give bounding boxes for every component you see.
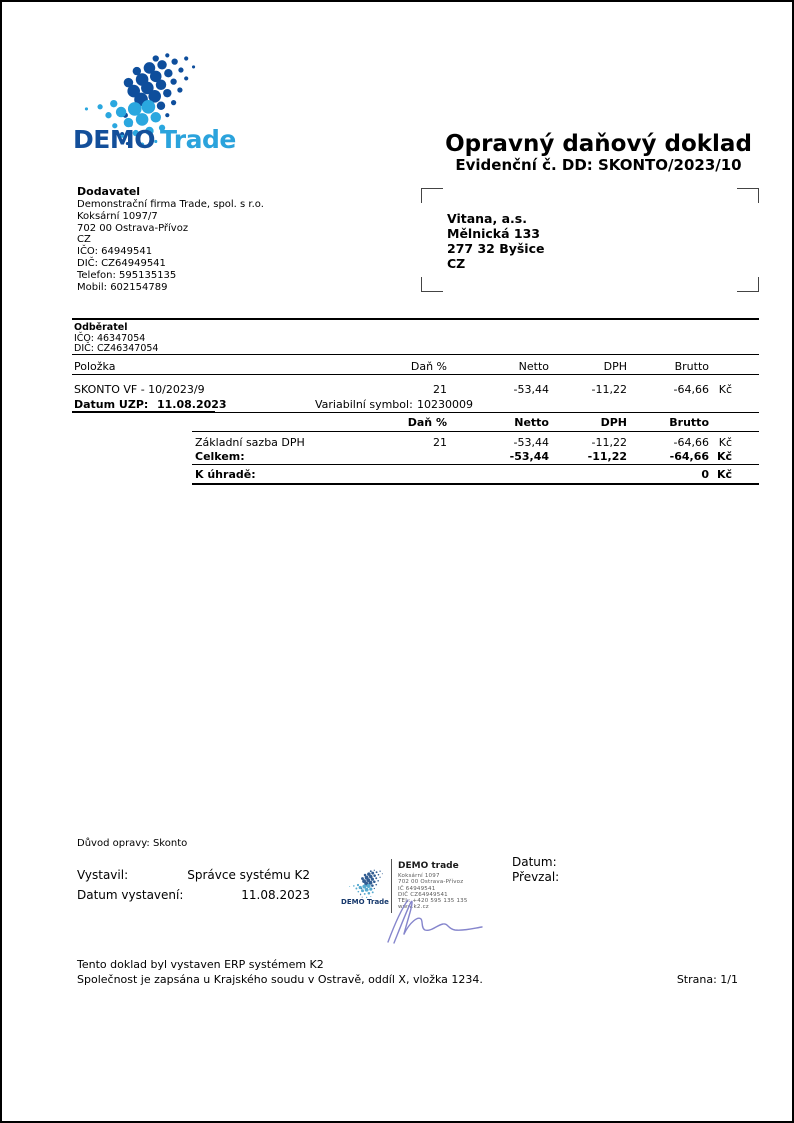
total-net: -53,44 bbox=[509, 450, 549, 463]
recipient-line: Vitana, a.s. bbox=[447, 211, 527, 226]
amount-due-currency: Kč bbox=[716, 468, 732, 481]
summary-header-row bbox=[72, 416, 759, 429]
supplier-line: 702 00 Ostrava-Přívoz bbox=[77, 222, 189, 234]
amount-due-value: 0 bbox=[701, 468, 709, 481]
rule-under-date-uzp bbox=[72, 411, 215, 413]
item-gross: -64,66 bbox=[673, 383, 709, 396]
handover-date-label: Datum: bbox=[512, 855, 557, 869]
supplier-line: Mobil: 602154789 bbox=[77, 281, 168, 293]
item-vat: -11,22 bbox=[591, 383, 627, 396]
recipient-line: CZ bbox=[447, 256, 466, 271]
footer-line-1: Tento doklad byl vystaven ERP systémem K2 bbox=[77, 958, 324, 971]
rule-above-customer bbox=[72, 318, 759, 320]
stamp-line: Koksární 1097 bbox=[398, 873, 440, 879]
summary-col-tax: Daň % bbox=[407, 416, 447, 429]
items-header-row bbox=[72, 360, 759, 373]
supplier-line: IČO: 64949541 bbox=[77, 246, 153, 258]
stamp-line: www.k2.cz bbox=[398, 904, 429, 911]
item-row bbox=[72, 383, 759, 396]
wordmark-demo: DEMO bbox=[73, 125, 155, 154]
summary-row-label: Základní sazba DPH bbox=[195, 436, 305, 449]
col-header-gross: Brutto bbox=[674, 360, 709, 373]
supplier-line: Telefon: 595135135 bbox=[77, 269, 177, 281]
stamp-logo-caption: DEMO Trade bbox=[341, 898, 389, 906]
corner-mark-top-left bbox=[421, 188, 443, 203]
stamp-line: TEL: +420 595 135 135 bbox=[398, 898, 468, 905]
stamp-line: IČ 64949541 bbox=[398, 885, 436, 892]
item-name: SKONTO VF - 10/2023/9 bbox=[74, 383, 205, 396]
total-vat: -11,22 bbox=[587, 450, 627, 463]
customer-ico: IČO: 46347054 bbox=[74, 333, 146, 344]
rule-below-summary-header bbox=[192, 431, 759, 432]
corner-mark-bottom-left bbox=[421, 277, 443, 292]
supplier-line: CZ bbox=[77, 234, 91, 246]
item-net: -53,44 bbox=[513, 383, 549, 396]
summary-col-net: Netto bbox=[514, 416, 549, 429]
stamp-line: 702 00 Ostrava-Přívoz bbox=[398, 879, 464, 886]
signature-icon bbox=[374, 892, 494, 944]
col-header-item: Položka bbox=[74, 360, 116, 373]
issue-date-value: 11.08.2023 bbox=[241, 888, 310, 902]
item-date-row bbox=[72, 398, 759, 411]
corner-mark-top-right bbox=[737, 188, 759, 203]
col-header-vat: DPH bbox=[603, 360, 627, 373]
footer-line-2: Společnost je zapsána u Krajského soudu v Ostravě, oddíl X, vložka 1234. bbox=[77, 972, 483, 986]
rule-below-total bbox=[192, 464, 759, 465]
stamp-company-name: DEMO trade bbox=[398, 861, 459, 871]
supplier-label: Dodavatel bbox=[77, 185, 141, 198]
document-title: Opravný daňový doklad bbox=[445, 131, 752, 157]
supplier-line: Demonstrační firma Trade, spol. s r.o. bbox=[77, 199, 264, 210]
corner-mark-bottom-right bbox=[737, 277, 759, 292]
recipient-address-box bbox=[421, 188, 759, 292]
customer-label: Odběratel bbox=[74, 322, 128, 333]
title-block bbox=[442, 131, 755, 174]
issue-date-label: Datum vystavení: bbox=[77, 888, 184, 902]
supplier-line: Koksární 1097/7 bbox=[77, 210, 158, 222]
summary-row-gross: -64,66 bbox=[673, 436, 709, 449]
supplier-address bbox=[77, 199, 264, 293]
amount-due-row bbox=[72, 468, 759, 481]
summary-row-net: -53,44 bbox=[513, 436, 549, 449]
recipient-line: Mělnická 133 bbox=[447, 226, 540, 241]
summary-col-gross: Brutto bbox=[669, 416, 709, 429]
recipient-line: 277 32 Byšice bbox=[447, 241, 545, 256]
col-header-net: Netto bbox=[518, 360, 549, 373]
received-by-label: Převzal: bbox=[512, 870, 560, 884]
summary-row-currency: Kč bbox=[718, 436, 732, 449]
rule-below-items-header bbox=[72, 374, 759, 375]
total-label: Celkem: bbox=[195, 450, 245, 463]
date-uzp-value: 11.08.2023 bbox=[157, 398, 227, 411]
correction-reason: Důvod opravy: Skonto bbox=[77, 838, 188, 849]
stamp-line: DIČ CZ64949541 bbox=[398, 891, 448, 898]
customer-dic: DIČ: CZ46347054 bbox=[74, 343, 159, 354]
document-number: Evidenční č. DD: SKONTO/2023/10 bbox=[455, 156, 742, 174]
rule-below-amount-due bbox=[192, 483, 759, 485]
summary-row-tax: 21 bbox=[433, 436, 447, 449]
item-tax: 21 bbox=[433, 383, 447, 396]
supplier-line: DIČ: CZ64949541 bbox=[77, 257, 166, 269]
summary-col-vat: DPH bbox=[600, 416, 627, 429]
summary-row-total bbox=[72, 450, 759, 463]
wordmark-trade: Trade bbox=[159, 125, 236, 154]
summary-row-base-rate bbox=[72, 436, 759, 449]
total-gross: -64,66 bbox=[669, 450, 709, 463]
variable-symbol-label: Variabilní symbol: bbox=[315, 398, 413, 411]
footer-text bbox=[77, 958, 483, 987]
page-number: Strana: 1/1 bbox=[676, 973, 738, 986]
rule-below-customer bbox=[72, 354, 759, 355]
issued-by-value: Správce systému K2 bbox=[187, 868, 310, 882]
recipient-address bbox=[447, 211, 544, 271]
variable-symbol-value: 10230009 bbox=[417, 398, 473, 411]
col-header-tax: Daň % bbox=[410, 360, 447, 373]
amount-due-label: K úhradě: bbox=[195, 468, 256, 481]
summary-row-vat: -11,22 bbox=[591, 436, 627, 449]
date-uzp-label: Datum UZP: bbox=[74, 398, 149, 411]
demo-trade-wordmark bbox=[73, 125, 236, 154]
issued-by-label: Vystavil: bbox=[77, 868, 129, 882]
item-currency: Kč bbox=[718, 383, 732, 396]
total-currency: Kč bbox=[716, 450, 732, 463]
